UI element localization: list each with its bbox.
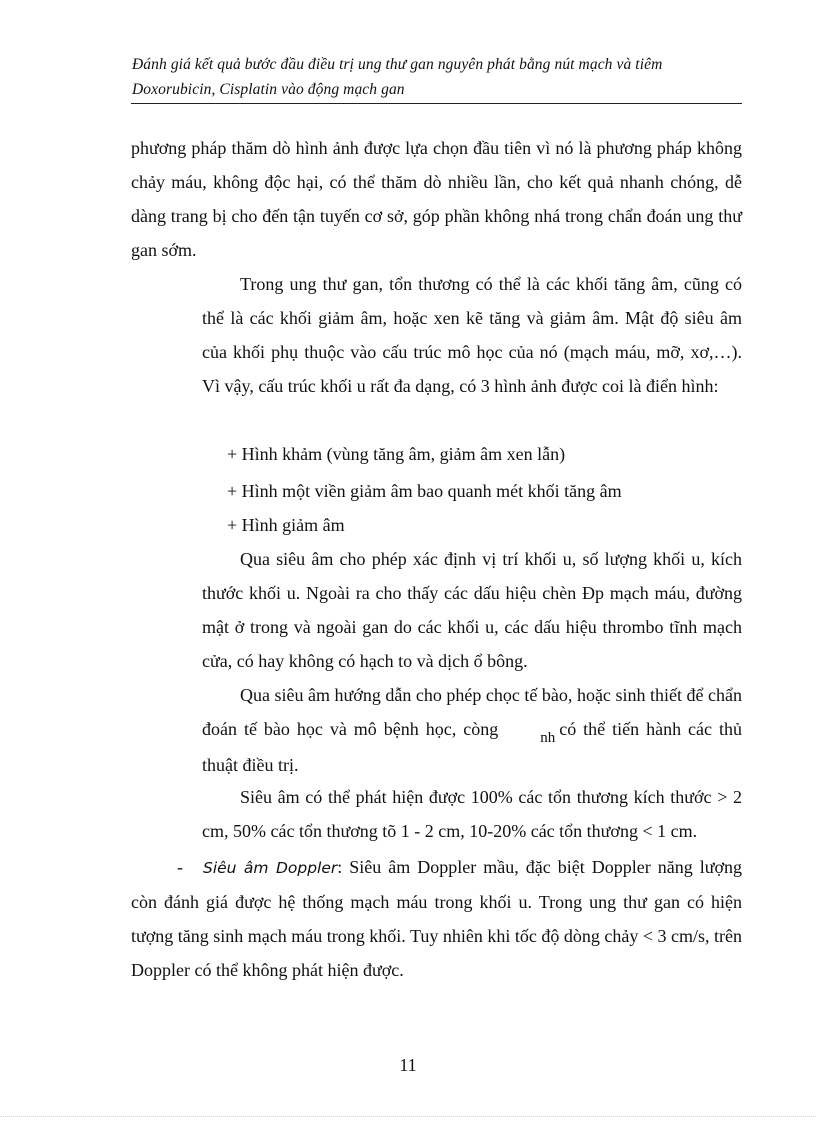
term-doppler: Siêu âm Doppler [203, 859, 338, 877]
paragraph-5: Siêu âm có thể phát hiện được 100% các tổn thương kích thước > 2 cm, 50% các tổn thương tõ 1 - 2 cm, 10-20% các tổn thương < 1 cm. [202, 787, 742, 841]
running-header: Đánh giá kết quả bước đầu điều trị ung thư gan nguyên phát bằng nút mạch và tiêm Doxorubicin, Cisplatin vào động mạch gan [132, 56, 663, 98]
list-item: + Hình khảm (vùng tăng âm, giảm âm xen lẫn) [227, 444, 566, 464]
list-item: + Hình giảm âm [227, 515, 345, 535]
paragraph-6-text-b: có hiện tượng tăng sinh mạch máu trong khối. Tuy nhiên khi tốc độ dòng chảy < 3 cm/s, trên Doppler có thể không phát hiện được. [131, 892, 743, 980]
paragraph-6-text-a: : Siêu âm Doppler mầu, đặc biệt Doppler năng lượng còn đánh giá được hệ thống mạch máu trong khối u. Trong ung thư gan [131, 857, 742, 912]
paragraph-3: Qua siêu âm cho phép xác định vị trí khối u, số lượng khối u, kích thước khối u. Ngoài ra cho thấy các dấu hiệu chèn Đp mạch máu, đường mật ở trong và ngoài gan do các khối u, các dấu hiệu thrombo tĩnh mạch cửa, có hay không có hạch to và dịch ổ bông. [202, 549, 742, 671]
bullet-dash: - [177, 857, 183, 877]
paragraph-4-fragment: nh [540, 730, 556, 746]
paragraph-4 [202, 678, 742, 782]
page-edge [0, 1116, 816, 1117]
page-number: 11 [399, 1055, 417, 1075]
list-item: + Hình một viền giảm âm bao quanh mét khối tăng âm [227, 481, 622, 501]
paragraph-1: phương pháp thăm dò hình ảnh được lựa chọn đầu tiên vì nó là phương pháp không chảy máu, không độc hại, có thể thăm dò nhiều lần, cho kết quả nhanh chóng, dễ dàng trang bị cho đến tận tuyến cơ sở, góp phần không nhá trong chẩn đoán ung thư gan sớm. [131, 138, 742, 260]
paragraph-6 [131, 850, 742, 987]
paragraph-4-text-a: Qua siêu âm hướng dẫn cho phép chọc tế bào, hoặc sinh thiết để chẩn đoán tế bào học và mô bệnh học, còng [202, 685, 742, 739]
paragraph-4-text-b: có thể tiến hành các thủ thuật điều trị. [202, 719, 742, 775]
paragraph-2: Trong ung thư gan, tổn thương có thể là các khối tăng âm, cũng có thể là các khối giảm âm, hoặc xen kẽ tăng và giảm âm. Mật độ siêu âm của khối phụ thuộc vào cấu trúc mô học của nó (mạch máu, mỡ, xơ,…). Vì vậy, cấu trúc khối u rất đa dạng, có 3 hình ảnh được coi là điển hình: [202, 274, 742, 396]
header-divider [131, 103, 742, 104]
